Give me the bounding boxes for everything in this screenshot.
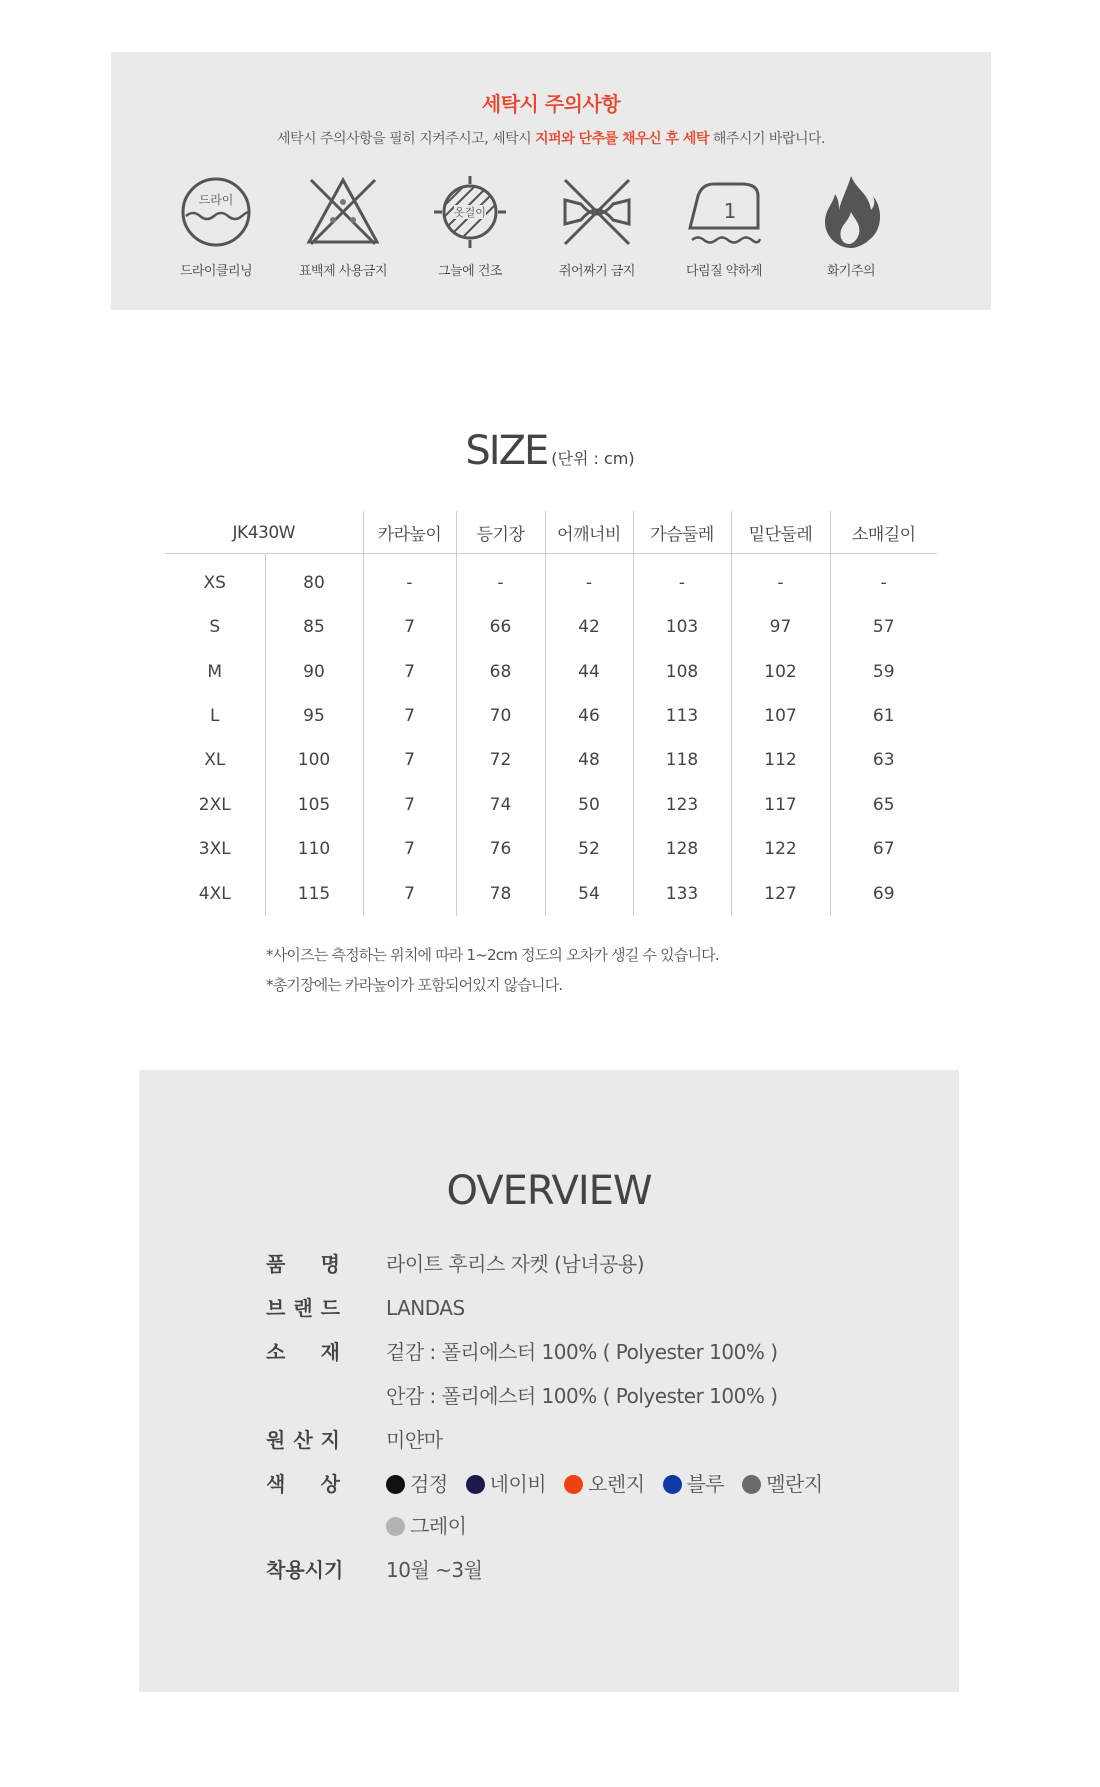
size-value-cell: 66: [456, 605, 545, 649]
size-header-model: JK430W: [165, 511, 363, 553]
size-value-cell: 52: [545, 827, 633, 871]
size-value-cell: 7: [363, 694, 456, 738]
size-value-cell: 90: [265, 649, 363, 693]
overview-label-char: 명: [320, 1252, 340, 1276]
size-value-cell: 69: [830, 871, 937, 915]
overview-rows: [266, 1242, 916, 1592]
size-header-cell: 등기장: [456, 511, 545, 553]
size-unit: (단위 : cm): [551, 449, 635, 468]
low-iron-icon: [686, 174, 762, 250]
overview-label: [266, 1286, 340, 1330]
size-value-cell: 103: [633, 605, 731, 649]
color-name: 블루: [686, 1472, 725, 1496]
size-value-cell: 127: [731, 871, 830, 915]
overview-row: [266, 1286, 916, 1330]
washing-desc-text-end: 해주시기 바랍니다.: [708, 131, 825, 147]
size-table-row: [165, 694, 937, 738]
overview-row: [266, 1374, 916, 1418]
low-iron-icon-text: 1: [723, 199, 737, 223]
size-value-cell: 105: [265, 783, 363, 827]
size-value-cell: 110: [265, 827, 363, 871]
overview-value: 미얀마: [386, 1428, 443, 1452]
size-value-cell: 70: [456, 694, 545, 738]
color-list: [386, 1462, 841, 1506]
size-label-cell: 3XL: [198, 839, 231, 860]
size-notes: [266, 940, 719, 1000]
shade-dry-icon-text: 옷걸이: [454, 206, 486, 219]
size-table-row: [165, 649, 937, 693]
overview-label: [266, 1418, 340, 1462]
size-label-cell: M: [207, 661, 223, 682]
color-name: 그레이: [410, 1514, 467, 1538]
size-table-body: [165, 553, 937, 916]
size-value-cell: 44: [545, 649, 633, 693]
overview-value-season: 10월 ~3월: [386, 1558, 483, 1582]
overview-label-char: 소: [266, 1340, 286, 1364]
overview-label-char: 랜: [293, 1296, 313, 1320]
overview-value: 안감 : 폴리에스터 100% ( Polyester 100% ): [386, 1384, 778, 1408]
size-value-cell: 7: [363, 738, 456, 782]
size-table-row: [165, 783, 937, 827]
size-header-cell: 소매길이: [830, 511, 937, 553]
wash-caption: 드라이클리닝: [179, 264, 253, 279]
size-value-cell: 76: [456, 827, 545, 871]
size-value-cell: 42: [545, 605, 633, 649]
overview-row: [266, 1418, 916, 1462]
overview-title: OVERVIEW: [446, 1168, 652, 1214]
size-table-row: [165, 827, 937, 871]
overview-row: [266, 1548, 916, 1592]
size-value-cell: 74: [456, 783, 545, 827]
size-value-cell: 63: [830, 738, 937, 782]
size-value-cell: 7: [363, 649, 456, 693]
size-value-cell: 50: [545, 783, 633, 827]
size-table-header-row: [165, 511, 937, 553]
overview-label-char: 드: [320, 1296, 340, 1320]
size-value-cell: -: [363, 553, 456, 605]
color-swatch: [742, 1475, 761, 1494]
size-value-cell: 122: [731, 827, 830, 871]
size-value-cell: 102: [731, 649, 830, 693]
size-value-cell: 80: [265, 553, 363, 605]
size-value-cell: 128: [633, 827, 731, 871]
color-swatch: [386, 1517, 405, 1536]
size-table-row: [165, 553, 937, 605]
dry-clean-icon: [178, 174, 254, 250]
overview-label: [266, 1330, 340, 1374]
washing-title: 세탁시 주의사항: [481, 92, 621, 116]
size-value-cell: 95: [265, 694, 363, 738]
size-header-cell: 어깨너비: [545, 511, 633, 553]
overview-label-char: 품: [266, 1252, 286, 1276]
size-value-cell: 97: [731, 605, 830, 649]
size-note: *총기장에는 카라높이가 포함되어있지 않습니다.: [266, 976, 563, 994]
size-title: SIZE: [465, 428, 548, 474]
color-name: 네이비: [489, 1472, 547, 1496]
size-value-cell: 108: [633, 649, 731, 693]
size-value-cell: 7: [363, 783, 456, 827]
overview-value: 겉감 : 폴리에스터 100% ( Polyester 100% ): [386, 1340, 778, 1364]
size-label-cell: 2XL: [198, 794, 231, 815]
size-value-cell: 7: [363, 871, 456, 915]
overview-label-char: 기: [323, 1558, 344, 1582]
size-value-cell: 78: [456, 871, 545, 915]
size-header-cell: 밑단둘레: [731, 511, 830, 553]
size-label-cell: S: [209, 617, 221, 638]
size-table-row: [165, 738, 937, 782]
size-value-cell: 112: [731, 738, 830, 782]
size-value-cell: -: [731, 553, 830, 605]
overview-label-char: 용: [285, 1558, 305, 1582]
size-value-cell: 72: [456, 738, 545, 782]
overview-label-char: 브: [266, 1296, 286, 1320]
overview-label-char: 착: [266, 1558, 286, 1582]
wash-caption: 화기주의: [826, 264, 876, 279]
size-label-cell: XS: [203, 573, 226, 594]
size-value-cell: 48: [545, 738, 633, 782]
size-table-row: [165, 605, 937, 649]
washing-desc-text: 세탁시 주의사항을 필히 지켜주시고, 세탁시: [277, 131, 536, 147]
wash-item-fire-caution: [787, 174, 915, 279]
color-name: 오렌지: [588, 1472, 645, 1496]
color-option: [466, 1462, 546, 1506]
overview-label: [266, 1462, 340, 1506]
washing-icons: [111, 174, 991, 284]
fire-caution-icon: [813, 174, 889, 250]
size-value-cell: 61: [830, 694, 937, 738]
washing-instructions-section: [111, 52, 991, 310]
size-value-cell: 59: [830, 649, 937, 693]
no-wring-icon: [559, 174, 635, 250]
overview-row: [266, 1330, 916, 1374]
size-header-cell: 가슴둘레: [633, 511, 731, 553]
size-note: *사이즈는 측정하는 위치에 따라 1~2cm 정도의 오차가 생길 수 있습니다.: [266, 946, 719, 964]
size-value-cell: 123: [633, 783, 731, 827]
size-value-cell: 67: [830, 827, 937, 871]
wash-item-shade-dry: [406, 174, 534, 279]
size-value-cell: 65: [830, 783, 937, 827]
shade-dry-icon: [432, 174, 508, 250]
size-table-row: [165, 871, 937, 915]
overview-label-char: 상: [320, 1472, 340, 1496]
size-value-cell: 100: [265, 738, 363, 782]
size-value-cell: 118: [633, 738, 731, 782]
overview-row: [266, 1462, 916, 1504]
overview-label: [266, 1548, 344, 1592]
color-swatch: [386, 1475, 405, 1494]
overview-label-char: 시: [304, 1558, 324, 1582]
color-name: 멜란지: [766, 1472, 823, 1496]
size-value-cell: -: [633, 553, 731, 605]
no-bleach-icon: [305, 174, 381, 250]
size-value-cell: 68: [456, 649, 545, 693]
wash-caption: 쥐어짜기 금지: [559, 264, 635, 279]
wash-item-dry-clean: [152, 174, 280, 279]
wash-item-low-iron: [660, 174, 788, 279]
overview-row: [266, 1504, 916, 1548]
overview-label-char: 원: [266, 1428, 286, 1452]
overview-section: [139, 1070, 959, 1692]
overview-label: [266, 1242, 340, 1286]
color-option: [386, 1462, 448, 1506]
color-option: [742, 1462, 822, 1506]
size-value-cell: 57: [830, 605, 937, 649]
dry-clean-icon-text: 드라이: [198, 193, 234, 207]
wash-item-no-bleach: [279, 174, 407, 279]
size-value-cell: 46: [545, 694, 633, 738]
wash-item-no-wring: [533, 174, 661, 279]
size-value-cell: 117: [731, 783, 830, 827]
overview-label-char: 재: [320, 1340, 340, 1364]
size-label-cell: XL: [204, 750, 226, 771]
color-option: [663, 1462, 725, 1506]
color-swatch: [663, 1475, 682, 1494]
size-header: [0, 428, 1100, 474]
size-value-cell: 107: [731, 694, 830, 738]
overview-row: [266, 1242, 916, 1286]
size-value-cell: -: [545, 553, 633, 605]
size-value-cell: 7: [363, 605, 456, 649]
size-value-cell: 113: [633, 694, 731, 738]
size-label-cell: 4XL: [198, 883, 231, 904]
washing-desc-highlight: 지퍼와 단추를 채우신 후 세탁: [535, 131, 709, 147]
size-value-cell: 133: [633, 871, 731, 915]
overview-value: LANDAS: [386, 1296, 465, 1320]
color-option: [564, 1462, 644, 1506]
size-header-cell: 카라높이: [363, 511, 456, 553]
size-value-cell: -: [456, 553, 545, 605]
overview-label-char: 색: [266, 1472, 286, 1496]
wash-caption: 표백제 사용금지: [298, 264, 388, 279]
size-value-cell: 85: [265, 605, 363, 649]
size-value-cell: 54: [545, 871, 633, 915]
size-table: [165, 511, 937, 916]
color-swatch: [564, 1475, 583, 1494]
wash-caption: 다림질 약하게: [686, 264, 762, 279]
size-label-cell: L: [210, 705, 220, 726]
washing-description: [111, 128, 991, 148]
color-list: [386, 1504, 484, 1548]
overview-value: 라이트 후리스 자켓 (남녀공용): [386, 1252, 645, 1276]
overview-label-char: 산: [293, 1428, 313, 1452]
size-value-cell: 115: [265, 871, 363, 915]
color-name: 검정: [410, 1472, 448, 1496]
size-value-cell: -: [830, 553, 937, 605]
size-table-container: [165, 511, 937, 916]
wash-caption: 그늘에 건조: [438, 264, 502, 279]
overview-label-char: 지: [320, 1428, 340, 1452]
size-value-cell: 7: [363, 827, 456, 871]
color-option: [386, 1504, 466, 1548]
color-swatch: [466, 1475, 485, 1494]
